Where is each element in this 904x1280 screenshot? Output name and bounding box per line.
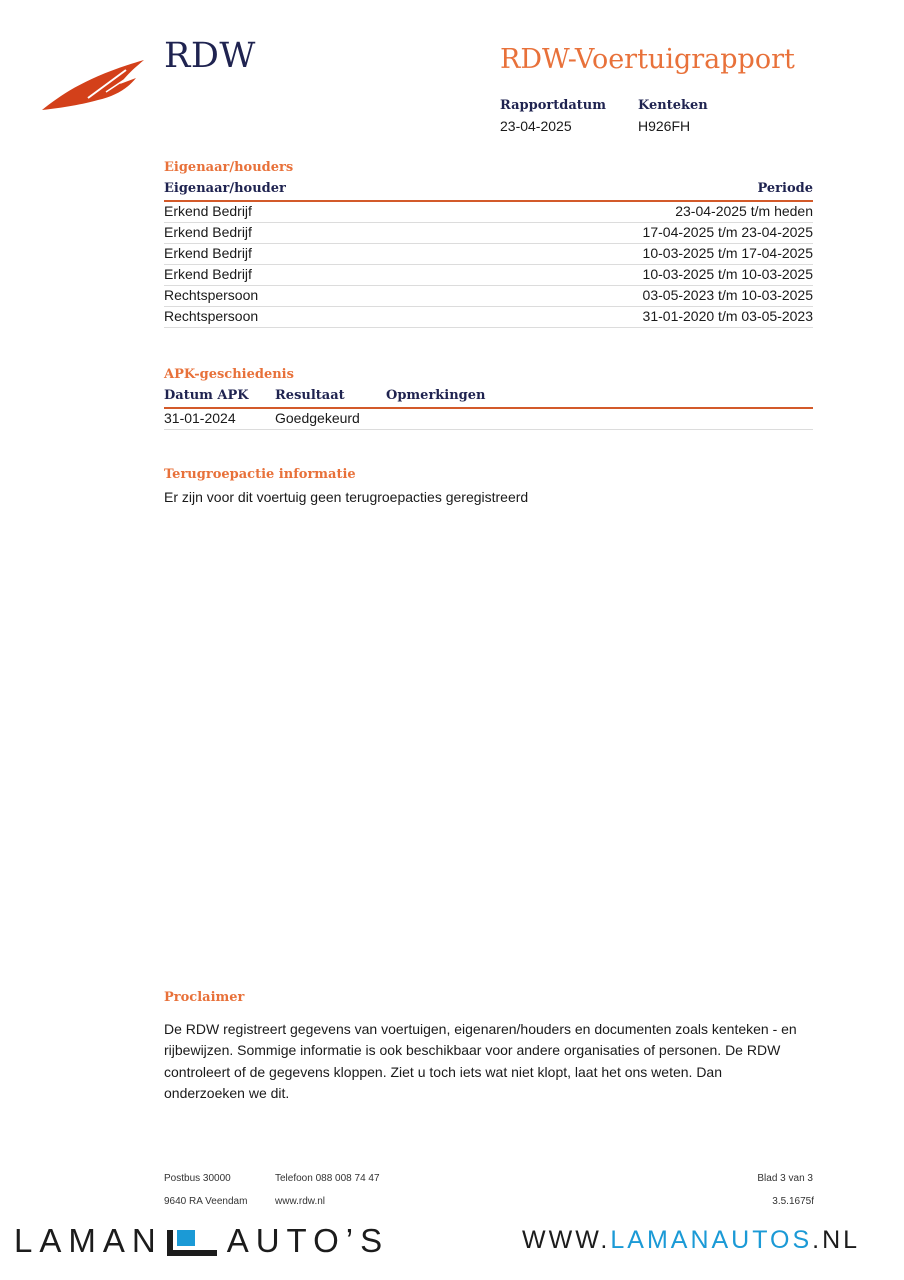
dealer-website-name: LAMANAUTOS xyxy=(610,1226,813,1254)
dealer-logo-text-a: LAMAN xyxy=(14,1222,163,1259)
report-date-label: Rapportdatum xyxy=(500,98,606,113)
footer-code: 3.5.1675f xyxy=(772,1196,814,1206)
apk-col-remarks: Opmerkingen xyxy=(386,388,486,403)
table-row xyxy=(164,307,813,328)
period-cell: 10-03-2025 t/m 17-04-2025 xyxy=(642,245,813,261)
plate-label: Kenteken xyxy=(638,98,708,113)
proclaimer-title: Proclaimer xyxy=(164,990,245,1005)
table-row xyxy=(164,265,813,286)
recall-section-title: Terugroepactie informatie xyxy=(164,467,356,482)
footer-page-number: Blad 3 van 3 xyxy=(757,1173,813,1184)
period-cell: 17-04-2025 t/m 23-04-2025 xyxy=(642,224,813,240)
footer-address: 9640 RA Veendam xyxy=(164,1196,248,1206)
owner-cell: Erkend Bedrijf xyxy=(164,203,252,219)
table-row xyxy=(164,244,813,265)
footer-clipped-row xyxy=(164,1196,814,1206)
owners-col-owner: Eigenaar/houder xyxy=(164,181,286,196)
owner-cell: Erkend Bedrijf xyxy=(164,224,252,240)
apk-col-date: Datum APK xyxy=(164,388,249,403)
apk-section-title: APK-geschiedenis xyxy=(164,367,294,382)
apk-date-cell: 31-01-2024 xyxy=(164,410,236,426)
proclaimer-text: De RDW registreert gegevens van voertuigen, eigenaren/houders en documenten zoals kenteken - en rijbewijzen. Sommige informatie is ook beschikbaar voor andere organisaties of personen. De RDW controleert of de gegevens kloppen. Ziet u toch iets wat niet klopt, laat het ons weten. Dan onderzoeken we dit. xyxy=(164,1021,797,1101)
owners-section-title: Eigenaar/houders xyxy=(164,160,294,175)
owner-cell: Erkend Bedrijf xyxy=(164,245,252,261)
period-cell: 03-05-2023 t/m 10-03-2025 xyxy=(642,287,813,303)
dealer-logo xyxy=(14,1222,389,1260)
apk-result-cell: Goedgekeurd xyxy=(275,410,360,426)
rdw-logo-text: RDW xyxy=(164,36,256,76)
footer-website: www.rdw.nl xyxy=(275,1196,326,1206)
period-cell: 10-03-2025 t/m 10-03-2025 xyxy=(642,266,813,282)
rdw-logo-icon xyxy=(40,54,150,116)
dealer-website-suffix: .NL xyxy=(812,1226,861,1254)
table-row xyxy=(164,409,813,430)
table-row xyxy=(164,286,813,307)
dealer-logo-mark-icon xyxy=(167,1224,217,1258)
footer-postbus: Postbus 30000 xyxy=(164,1173,231,1184)
table-row xyxy=(164,202,813,223)
owners-col-period: Periode xyxy=(757,181,813,196)
owners-table xyxy=(164,180,813,328)
report-date-value: 23-04-2025 xyxy=(500,118,572,134)
period-cell: 23-04-2025 t/m heden xyxy=(675,203,813,219)
report-title: RDW-Voertuigrapport xyxy=(500,44,795,75)
recall-text: Er zijn voor dit voertuig geen terugroepacties geregistreerd xyxy=(164,489,529,505)
period-cell: 31-01-2020 t/m 03-05-2023 xyxy=(642,308,813,324)
dealer-logo-text-b: AUTO’S xyxy=(226,1222,390,1259)
dealer-website xyxy=(522,1226,860,1255)
plate-value: H926FH xyxy=(638,118,691,134)
owner-cell: Erkend Bedrijf xyxy=(164,266,252,282)
table-row xyxy=(164,223,813,244)
apk-col-result: Resultaat xyxy=(275,388,345,403)
footer-phone: Telefoon 088 008 74 47 xyxy=(275,1173,380,1184)
apk-table-header xyxy=(164,387,813,409)
owner-cell: Rechtspersoon xyxy=(164,287,259,303)
owner-cell: Rechtspersoon xyxy=(164,308,259,324)
dealer-website-prefix: WWW. xyxy=(522,1226,611,1254)
apk-table xyxy=(164,387,813,430)
owners-table-header xyxy=(164,180,813,202)
